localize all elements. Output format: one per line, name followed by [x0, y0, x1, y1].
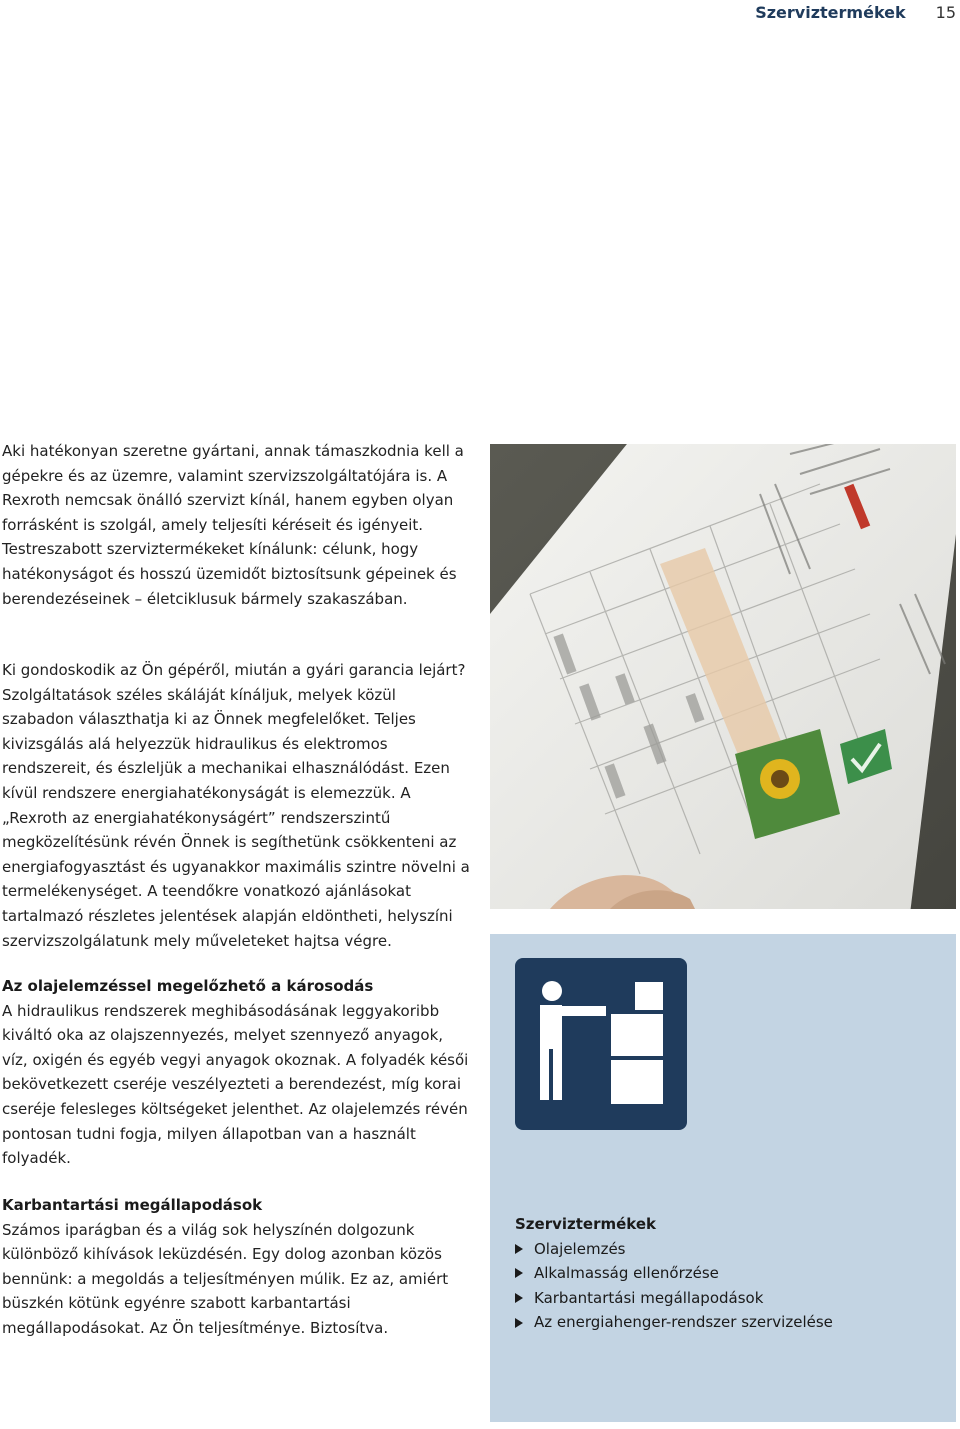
arrow-right-icon	[515, 1318, 523, 1328]
report-photo-illustration	[490, 444, 956, 909]
maintenance-body: Számos iparágban és a világ sok helyszínén dolgozunk különböző kihívások leküzdésén. Egy dolog azonban közös bennünk: a megoldás a teljesítményen múlik. Ez az, amiért büszkén kötünk egyénre szabott karbantartási megállapodásokat. Az Ön teljesítménye. Biztosítva.	[2, 1220, 449, 1337]
list-item-label: Az energiahenger-rendszer szervizelése	[534, 1313, 833, 1332]
page-number: 15	[935, 2, 956, 22]
list-item-label: Alkalmasság ellenőrzése	[534, 1264, 719, 1283]
service-products-title: Szerviztermékek	[515, 1215, 657, 1233]
page-header	[755, 0, 960, 24]
list-item	[515, 1310, 945, 1335]
list-item	[515, 1237, 945, 1262]
intro-paragraph-1	[2, 439, 472, 611]
oil-analysis-body: A hidraulikus rendszerek meghibásodásának leggyakoribb kiváltó oka az olajszennyezés, melyet szennyező anyagok, víz, oxigén és egyéb vegyi anyagok okoznak. A folyadék késői bekövetkezett cseréje veszélyezteti a berendezést, míg korai cseréje felesleges költségeket jelenthet. Az olajelemzés révén pontosan tudni fogja, milyen állapotban van a használt folyadék.	[2, 1001, 469, 1168]
service-products-items	[515, 1237, 945, 1335]
list-item	[515, 1286, 945, 1311]
maintenance-heading: Karbantartási megállapodások	[2, 1196, 263, 1214]
list-item-label: Olajelemzés	[534, 1239, 626, 1258]
service-products-list	[515, 1212, 945, 1335]
service-products-box	[490, 934, 956, 1422]
oil-analysis-section	[2, 974, 472, 1171]
intro-paragraph-2-text: Ki gondoskodik az Ön gépéről, miután a gyári garancia lejárt? Szolgáltatások széles skáláját kínáljuk, melyek közül szabadon választhatja ki az Önnek megfelelőket. Teljes kivizsgálás alá helyezzük hidraulikus és elektromos rendszereit, és észleljük a mechanikai elhasználódást. Ezen kívül rendszere energiahatékonyságát is elemezzük. A „Rexroth az energiahatékonyságért” rendszerszintű megközelítésünk révén Önnek is segíthetünk csökkenteni az energiafogyasztást és ugyanakkor maximális szintre növelni a termelékenységet. A teendőkre vonatkozó ajánlásokat tartalmazó részletes jelentések alapján eldöntheti, helyszíni szervizszolgálatunk mely műveleteket hajtsa végre.	[2, 661, 470, 950]
person-pointing-at-stacked-boxes-icon	[515, 958, 687, 1130]
arrow-right-icon	[515, 1293, 523, 1303]
arrow-right-icon	[515, 1244, 523, 1254]
list-item-label: Karbantartási megállapodások	[534, 1288, 764, 1307]
report-photo	[490, 444, 956, 909]
header-section-name: Szerviztermékek	[755, 2, 906, 22]
intro-paragraph-2	[2, 658, 472, 953]
list-item	[515, 1261, 945, 1286]
maintenance-section	[2, 1193, 472, 1341]
intro-paragraph-1-text: Aki hatékonyan szeretne gyártani, annak támaszkodnia kell a gépekre és az üzemre, valamint szervizszolgáltatójára is. A Rexroth nemcsak önálló szervizt kínál, hanem egyben olyan forrásként is szolgál, amely teljesíti kéréseit és igényeit. Testreszabott szerviztermékeket kínálunk: célunk, hogy hatékonyságot és hosszú üzemidőt biztosítsunk gépeinek és berendezéseinek – életciklusuk bármely szakaszában.	[2, 442, 464, 608]
oil-analysis-heading: Az olajelemzéssel megelőzhető a károsodás	[2, 977, 374, 995]
arrow-right-icon	[515, 1268, 523, 1278]
